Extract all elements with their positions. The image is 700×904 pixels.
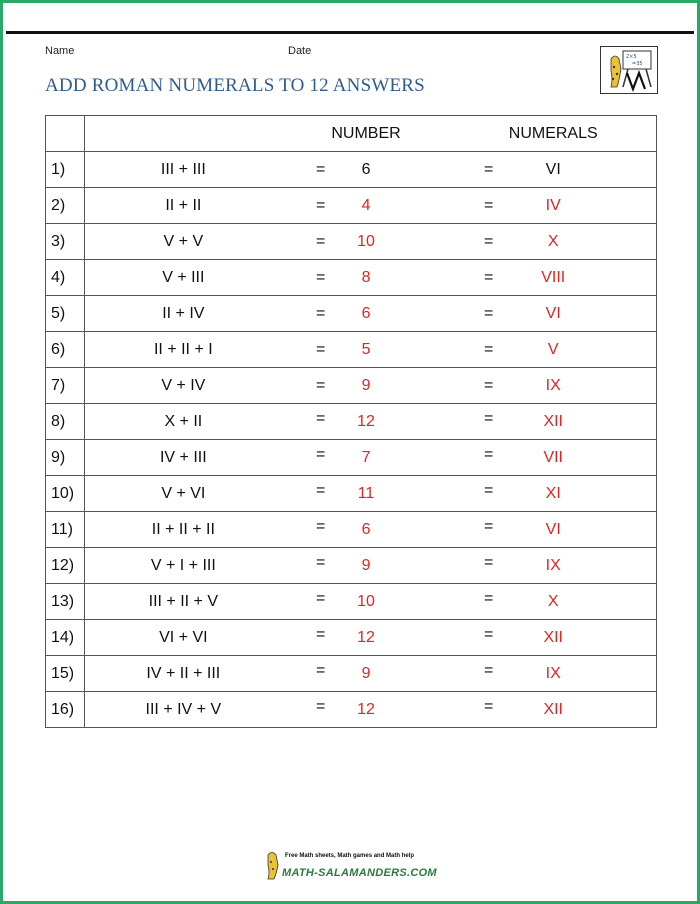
- problem-cell: [85, 656, 657, 692]
- header-rule: [6, 31, 694, 34]
- problem-cell: [85, 296, 657, 332]
- answer-numeral: IX: [545, 556, 561, 574]
- answer-number: 5: [361, 340, 371, 358]
- answer-numeral: XII: [543, 412, 563, 430]
- answer-numeral: XI: [545, 484, 561, 502]
- answer-numeral: VI: [545, 304, 561, 322]
- problem-expression: V + III: [162, 268, 205, 286]
- problem-expression: III + IV + V: [145, 700, 222, 718]
- answer-number: 12: [357, 412, 375, 430]
- problem-number: 13): [46, 584, 85, 620]
- equals-sign: =: [484, 482, 494, 499]
- equals-sign: =: [484, 233, 494, 250]
- answer-number: 11: [357, 484, 375, 502]
- equals-sign: =: [484, 590, 494, 607]
- answer-number: 4: [361, 196, 371, 214]
- table-row: [46, 692, 657, 728]
- equals-sign: =: [484, 518, 494, 535]
- problem-expression: V + V: [163, 232, 204, 250]
- problem-number: 2): [46, 188, 85, 224]
- header-blank-cell: [46, 116, 85, 152]
- answer-number: 12: [357, 628, 375, 646]
- problem-number: 11): [46, 512, 85, 548]
- equals-sign: =: [316, 377, 326, 394]
- table-row: [46, 476, 657, 512]
- table-row: [46, 188, 657, 224]
- problem-number: 10): [46, 476, 85, 512]
- equals-sign: =: [484, 269, 494, 286]
- problem-cell: [85, 620, 657, 656]
- equals-sign: =: [316, 590, 326, 607]
- answer-numeral: VII: [543, 448, 563, 466]
- equals-sign: =: [316, 446, 326, 463]
- problem-cell: [85, 188, 657, 224]
- svg-text:2×5: 2×5: [626, 54, 637, 60]
- problem-expression: III + II + V: [148, 592, 219, 610]
- problem-cell: [85, 512, 657, 548]
- problem-number: 9): [46, 440, 85, 476]
- header-main-cell: [85, 116, 657, 152]
- table-row: [46, 440, 657, 476]
- date-label: Date: [288, 45, 312, 57]
- equals-sign: =: [316, 482, 326, 499]
- answer-numeral: VI: [545, 160, 561, 178]
- table-row: [46, 332, 657, 368]
- equals-sign: =: [316, 410, 326, 427]
- problem-expression: V + VI: [161, 484, 206, 502]
- equals-sign: =: [316, 662, 326, 679]
- table-row: [46, 152, 657, 188]
- answer-numeral: X: [547, 592, 559, 610]
- footer-tagline: Free Math sheets, Math games and Math help: [285, 853, 415, 859]
- equals-sign: =: [484, 377, 494, 394]
- table-header-row: [46, 116, 657, 152]
- problem-number: 15): [46, 656, 85, 692]
- equals-sign: =: [316, 197, 326, 214]
- equals-sign: =: [316, 233, 326, 250]
- equals-sign: =: [316, 269, 326, 286]
- problem-cell: [85, 692, 657, 728]
- problem-cell: [85, 260, 657, 296]
- equals-sign: =: [484, 554, 494, 571]
- table-row: [46, 620, 657, 656]
- table-row: [46, 296, 657, 332]
- problem-number: 1): [46, 152, 85, 188]
- table-row: [46, 404, 657, 440]
- answer-number: 6: [361, 160, 371, 178]
- equals-sign: =: [316, 341, 326, 358]
- problem-expression: VI + VI: [159, 628, 208, 646]
- equals-sign: =: [484, 341, 494, 358]
- table-row: [46, 656, 657, 692]
- answer-number: 7: [361, 448, 371, 466]
- table-row: [46, 224, 657, 260]
- equals-sign: =: [316, 626, 326, 643]
- problem-cell: [85, 584, 657, 620]
- svg-text:=35: =35: [632, 61, 643, 67]
- answer-number: 9: [361, 556, 371, 574]
- answer-numeral: XII: [543, 700, 563, 718]
- problem-expression: V + I + III: [150, 556, 216, 574]
- answer-numeral: VIII: [541, 268, 566, 286]
- col-number-header: NUMBER: [331, 124, 401, 142]
- answer-number: 12: [357, 700, 375, 718]
- problem-cell: [85, 476, 657, 512]
- equals-sign: =: [484, 197, 494, 214]
- problem-number: 16): [46, 692, 85, 728]
- worksheet-title: ADD ROMAN NUMERALS TO 12 ANSWERS: [45, 75, 425, 96]
- equals-sign: =: [484, 698, 494, 715]
- equals-sign: =: [316, 161, 326, 178]
- problem-expression: X + II: [164, 412, 203, 430]
- problem-number: 7): [46, 368, 85, 404]
- answer-number: 6: [361, 304, 371, 322]
- problem-number: 4): [46, 260, 85, 296]
- salamander-logo: [600, 46, 658, 94]
- problem-expression: II + II + I: [153, 340, 213, 358]
- problem-cell: [85, 404, 657, 440]
- answer-number: 8: [361, 268, 371, 286]
- problem-number: 14): [46, 620, 85, 656]
- equals-sign: =: [484, 446, 494, 463]
- problem-expression: IV + III: [159, 448, 207, 466]
- problem-number: 3): [46, 224, 85, 260]
- table-row: [46, 260, 657, 296]
- problem-expression: V + IV: [161, 376, 206, 394]
- answer-number: 9: [361, 376, 371, 394]
- problem-cell: [85, 152, 657, 188]
- answer-numeral: IV: [545, 196, 561, 214]
- answer-number: 10: [357, 232, 375, 250]
- salamander-logo-icon: [601, 47, 657, 93]
- answer-number: 9: [361, 664, 371, 682]
- problem-expression: IV + II + III: [146, 664, 221, 682]
- equals-sign: =: [316, 518, 326, 535]
- answer-number: 6: [361, 520, 371, 538]
- equals-sign: =: [484, 305, 494, 322]
- equals-sign: =: [316, 554, 326, 571]
- equals-sign: =: [484, 662, 494, 679]
- answer-number: 10: [357, 592, 375, 610]
- problem-cell: [85, 332, 657, 368]
- equals-sign: =: [316, 698, 326, 715]
- problem-number: 6): [46, 332, 85, 368]
- equals-sign: =: [484, 626, 494, 643]
- answer-numeral: IX: [545, 664, 561, 682]
- name-label: Name: [45, 45, 75, 57]
- problem-expression: II + II: [165, 196, 202, 214]
- answer-numeral: V: [547, 340, 559, 358]
- problem-cell: [85, 368, 657, 404]
- equals-sign: =: [316, 305, 326, 322]
- table-row: [46, 584, 657, 620]
- equals-sign: =: [484, 161, 494, 178]
- table-row: [46, 368, 657, 404]
- problem-expression: II + IV: [162, 304, 205, 322]
- answer-numeral: XII: [543, 628, 563, 646]
- col-numerals-header: NUMERALS: [508, 124, 598, 142]
- problem-cell: [85, 440, 657, 476]
- table-row: [46, 548, 657, 584]
- problem-expression: II + II + II: [151, 520, 215, 538]
- problem-cell: [85, 224, 657, 260]
- footer-site-link[interactable]: MATH-SALAMANDERS.COM: [282, 867, 437, 879]
- problem-number: 12): [46, 548, 85, 584]
- problem-number: 5): [46, 296, 85, 332]
- table-row: [46, 512, 657, 548]
- equals-sign: =: [484, 410, 494, 427]
- problem-number: 8): [46, 404, 85, 440]
- answer-numeral: X: [547, 232, 559, 250]
- answer-table: [45, 115, 657, 728]
- answer-numeral: VI: [545, 520, 561, 538]
- answer-numeral: IX: [545, 376, 561, 394]
- problem-cell: [85, 548, 657, 584]
- problem-expression: III + III: [160, 160, 206, 178]
